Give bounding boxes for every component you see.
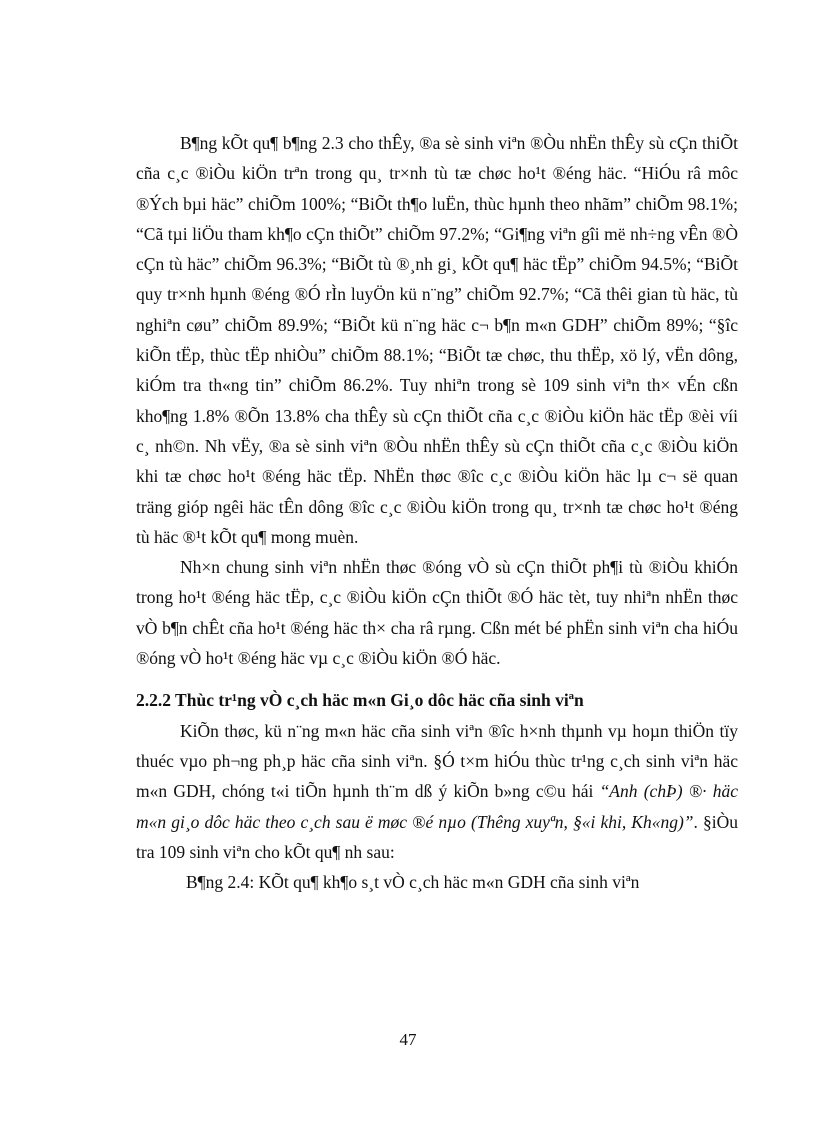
paragraph-3 — [136, 716, 738, 867]
paragraph-3-tail: . §iÒu tra 109 sinh viªn cho kÕt qu¶ nh sau: — [136, 811, 738, 862]
survey-question: “Anh (chÞ) ®· häc m«n gi¸o dôc häc theo c¸ch sau ë møc ®é nµo (Thêng xuyªn, §«i khi, Kh«ng)” — [136, 781, 738, 832]
table-caption: B¶ng 2.4: KÕt qu¶ kh¶o s¸t vÒ c¸ch häc m«n GDH cña sinh viªn — [186, 872, 640, 893]
page-number: 47 — [399, 1030, 417, 1049]
section-heading: 2.2.2 Thùc tr¹ng vÒ c¸ch häc m«n Gi¸o dôc häc cña sinh viªn — [136, 690, 584, 711]
paragraph-3-text: KiÕn thøc, kü n¨ng m«n häc cña sinh viªn ®îc h×nh thµnh vµ hoµn thiÖn tïy thuéc vµo ph¬ng ph¸p häc cña sinh viªn. §Ó t×m hiÓu thùc tr¹ng c¸ch sinh viªn häc m«n GDH, chóng t«i tiÕn hµnh th¨m dß ý kiÕn b»ng c©u hái — [136, 720, 738, 802]
paragraph-1: B¶ng kÕt qu¶ b¶ng 2.3 cho thÊy, ®a sè sinh viªn ®Òu nhËn thÊy sù cÇn thiÕt cña c¸c ®iÒu kiÖn trªn trong qu¸ tr×nh tù tæ chøc ho¹t ®éng häc. “HiÓu râ môc ®Ých bµi häc” chiÕm 100%; “BiÕt th¶o luËn, thùc hµnh theo nhãm” chiÕm 98.1%; “Cã tµi liÖu tham kh¶o cÇn thiÕt” chiÕm 97.2%; “Gi¶ng viªn gîi më nh÷ng vÊn ®Ò cÇn tù häc” chiÕm 96.3%; “BiÕt tù ®¸nh gi¸ kÕt qu¶ häc tËp” chiÕm 94.5%; “BiÕt quy tr×nh hµnh ®éng ®Ó rÌn luyÖn kü n¨ng” chiÕm 92.7%; “Cã thêi gian tù häc, tù nghiªn cøu” chiÕm 89.9%; “BiÕt kü n¨ng häc c¬ b¶n m«n GDH” chiÕm 89%; “§îc kiÕn tËp, thùc tËp nhiÒu” chiÕm 88.1%; “BiÕt tæ chøc, thu thËp, xö lý, vËn dông, kiÓm tra th«ng tin” chiÕm 86.2%. Tuy nhiªn trong sè 109 sinh viªn th× vÉn cßn kho¶ng 1.8% ®Õn 13.8% cha thÊy sù cÇn thiÕt cña c¸c ®iÒu kiÖn häc tËp ®èi víi c¸ nh©n. Nh vËy, ®a sè sinh viªn ®Òu nhËn thÊy sù cÇn thiÕt cña c¸c ®iÒu kiÖn khi tæ chøc ho¹t ®éng häc tËp. NhËn thøc ®îc c¸c ®iÒu kiÖn häc lµ c¬ së quan träng gióp ngêi häc tÊn dông ®îc c¸c ®iÒu kiÖn trong qu¸ tr×nh tæ chøc ho¹t ®éng tù häc ®¹t kÕt qu¶ mong muèn. — [136, 133, 738, 547]
page-content — [136, 128, 738, 897]
paragraph-2: Nh×n chung sinh viªn nhËn thøc ®óng vÒ sù cÇn thiÕt ph¶i tù ®iÒu khiÓn trong ho¹t ®éng häc tËp, c¸c ®iÒu kiÖn cÇn thiÕt ®Ó häc tèt, tuy nhiªn nhËn thøc vÒ b¶n chÊt cña ho¹t ®éng häc th× cha râ rµng. Cßn mét bé phËn sinh viªn cha hiÓu ®óng vÒ ho¹t ®éng häc vµ c¸c ®iÒu kiÖn ®Ó häc. — [136, 557, 738, 669]
